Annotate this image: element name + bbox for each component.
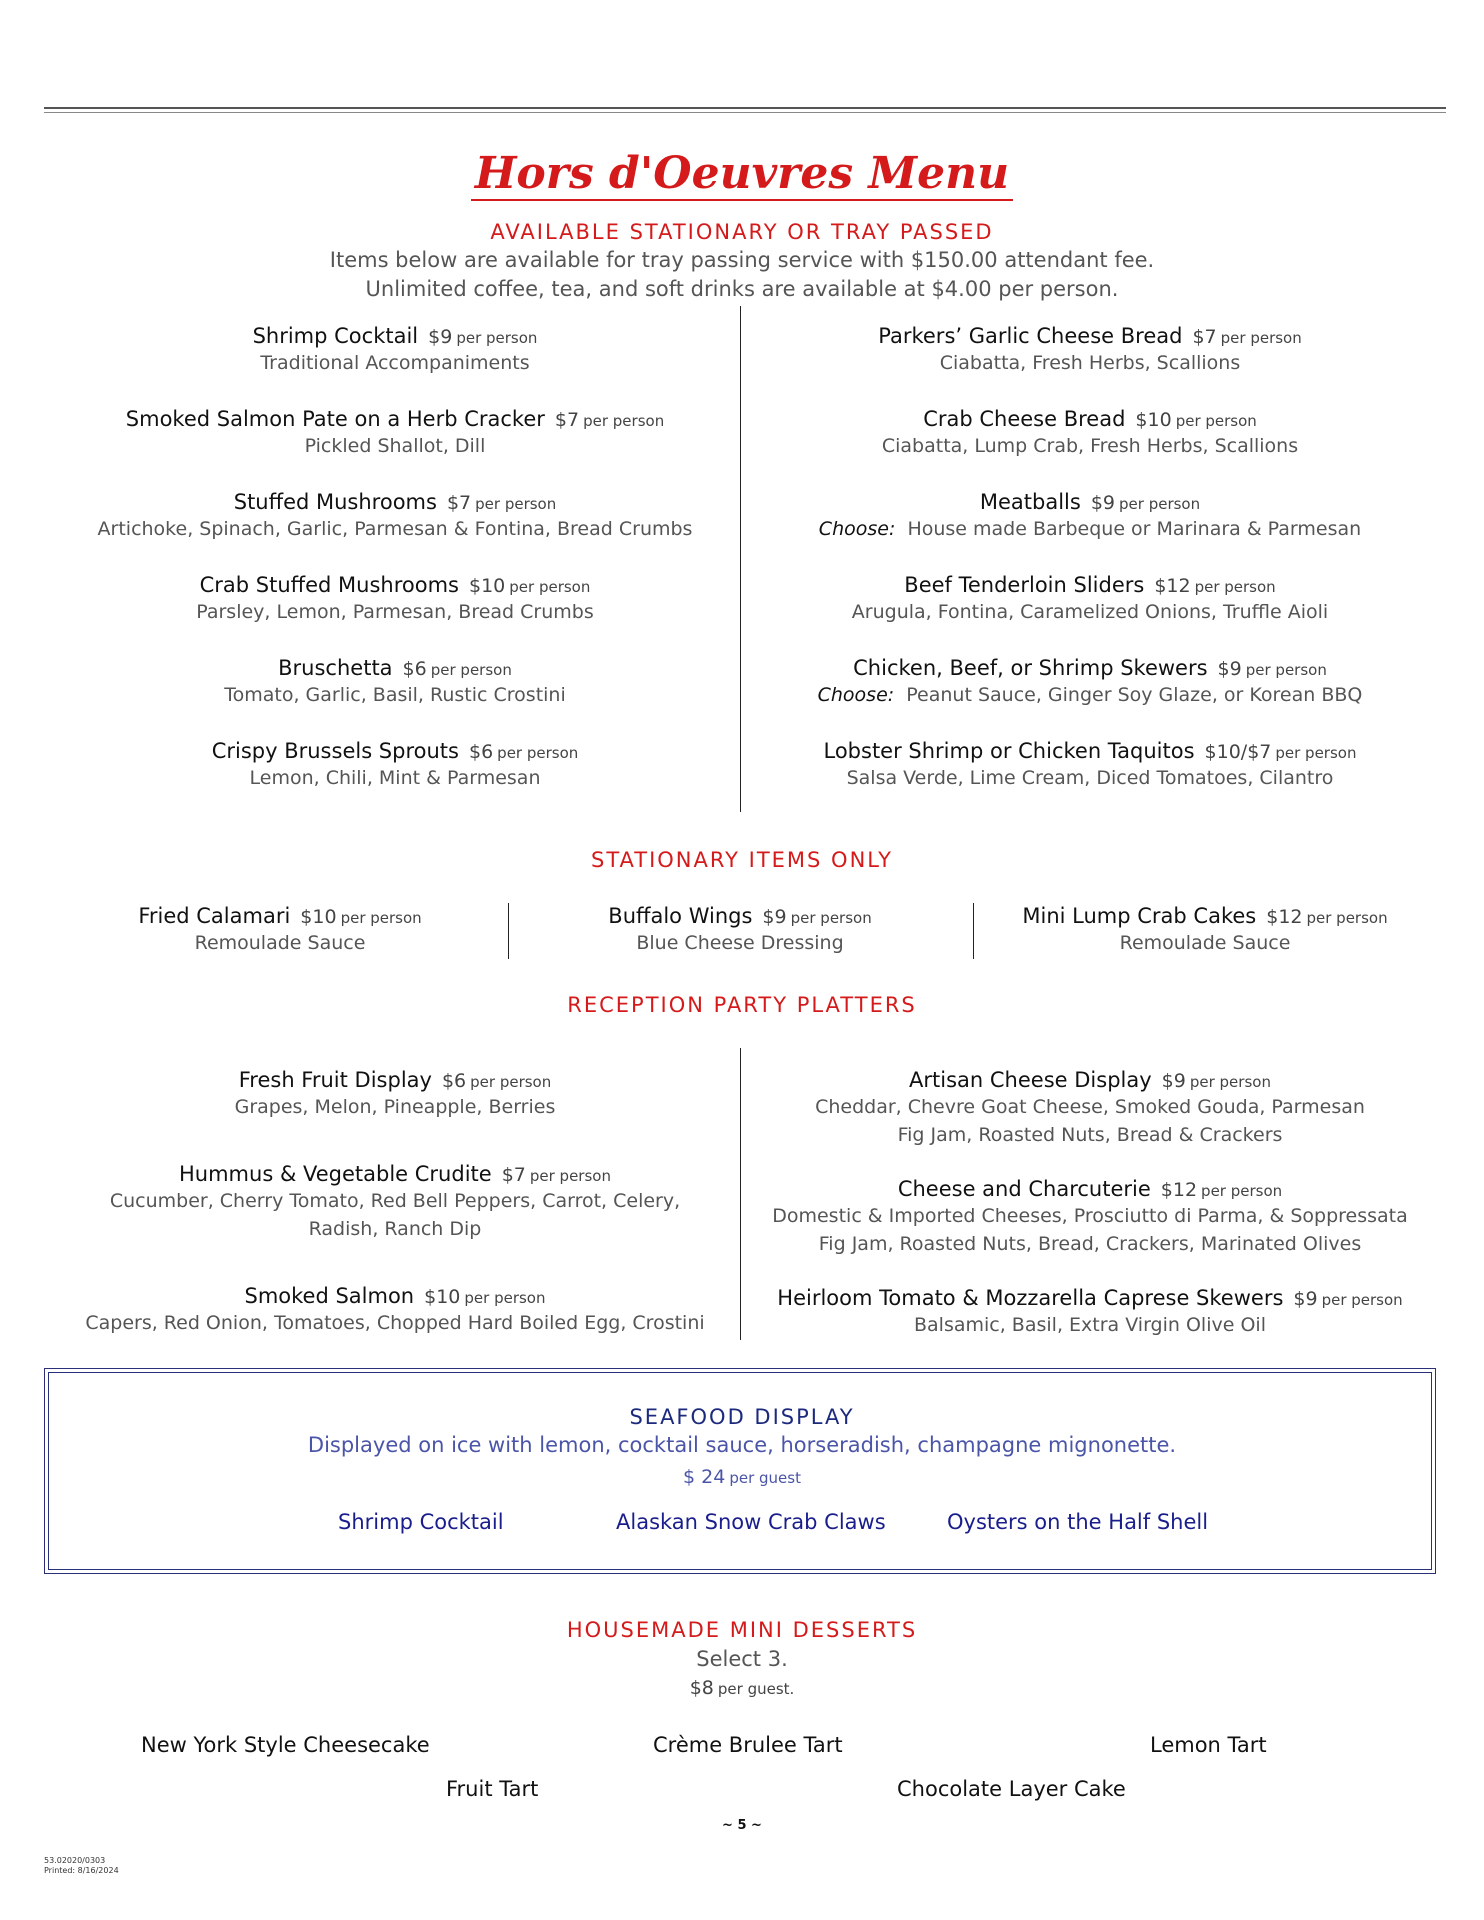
item-description: Domestic & Imported Cheeses, Prosciutto di Parma, & Soppressata	[772, 1205, 1408, 1227]
item-unit: per person	[1321, 1291, 1403, 1309]
item-name: Chicken, Beef, or Shrimp Skewers	[853, 656, 1208, 680]
item-price: $9	[1293, 1288, 1318, 1310]
item-price: $9	[1217, 658, 1242, 680]
page-title: Hors d'Oeuvres Menu	[0, 148, 1484, 199]
item-name: Parkers’ Garlic Cheese Bread	[878, 324, 1183, 348]
item-price: $12	[1154, 575, 1191, 597]
item-unit: per person	[497, 744, 579, 762]
item-unit: per person	[1194, 578, 1276, 596]
item-description: Cheddar, Chevre Goat Cheese, Smoked Gouda, Parmesan	[815, 1096, 1365, 1118]
menu-item	[60, 324, 730, 376]
item-description: Lemon, Chili, Mint & Parmesan	[249, 767, 541, 789]
item-unit: per person	[583, 412, 665, 430]
item-name: Artisan Cheese Display	[909, 1068, 1152, 1092]
footer-code: 53.02020/0303	[44, 1856, 106, 1865]
item-description: Ciabatta, Fresh Herbs, Scallions	[939, 352, 1241, 374]
item-unit: per person	[470, 1073, 552, 1091]
menu-item	[980, 904, 1430, 956]
item-name: Heirloom Tomato & Mozzarella Caprese Skewers	[777, 1286, 1284, 1310]
section-heading-stationary-only: STATIONARY ITEMS ONLY	[590, 848, 894, 872]
item-description: Remoulade Sauce	[1119, 932, 1291, 954]
choose-label: Choose:	[817, 684, 895, 706]
choice-options: Peanut Sauce, Ginger Soy Glaze, or Korean BBQ	[906, 684, 1363, 706]
menu-item	[750, 1068, 1430, 1148]
item-name: Stuffed Mushrooms	[233, 490, 437, 514]
item-description: Cucumber, Cherry Tomato, Red Bell Peppers, Carrot, Celery,	[109, 1190, 681, 1212]
dessert-unit: per guest.	[717, 1680, 795, 1698]
seafood-price-line	[0, 1466, 1484, 1488]
item-name: Hummus & Vegetable Crudite	[179, 1162, 492, 1186]
item-name: Beef Tenderloin Sliders	[904, 573, 1145, 597]
item-name: Mini Lump Crab Cakes	[1022, 904, 1257, 928]
item-unit: per person	[1275, 744, 1357, 762]
menu-item	[750, 407, 1430, 459]
menu-item	[750, 573, 1430, 625]
dessert-item: Fruit Tart	[446, 1777, 539, 1801]
item-price: $9	[762, 906, 787, 928]
item-unit: per person	[1220, 329, 1302, 347]
section-heading-desserts: HOUSEMADE MINI DESSERTS	[566, 1618, 918, 1642]
item-price: $7	[446, 492, 472, 514]
item-price: $10/$7	[1204, 741, 1272, 763]
item-price: $7	[1192, 326, 1217, 348]
menu-item	[60, 656, 730, 708]
column-divider	[508, 903, 509, 959]
item-price: $9	[1161, 1070, 1186, 1092]
item-name: Buffalo Wings	[608, 904, 753, 928]
page-number: ~ 5 ~	[722, 1818, 762, 1833]
item-unit: per person	[790, 909, 872, 927]
column-divider	[973, 903, 974, 959]
item-description: Blue Cheese Dressing	[636, 932, 844, 954]
item-name: Meatballs	[979, 490, 1081, 514]
seafood-item: Shrimp Cocktail	[338, 1510, 504, 1534]
item-price: $12	[1160, 1179, 1198, 1201]
item-description: Radish, Ranch Dip	[308, 1218, 482, 1240]
item-price: $10	[424, 1286, 461, 1308]
menu-item	[750, 1177, 1430, 1257]
item-unit: per person	[340, 909, 422, 927]
item-unit: per person	[1189, 1073, 1271, 1091]
item-description: Arugula, Fontina, Caramelized Onions, Truffle Aioli	[851, 601, 1329, 623]
item-unit: per person	[529, 1167, 611, 1185]
dessert-item: Lemon Tart	[1150, 1733, 1267, 1757]
item-unit: per person	[456, 329, 538, 347]
menu-item	[60, 1284, 730, 1336]
dessert-price: $8	[689, 1677, 714, 1699]
menu-item	[750, 490, 1430, 542]
item-name: Smoked Salmon	[244, 1284, 415, 1308]
item-unit: per person	[1175, 412, 1257, 430]
item-description: Balsamic, Basil, Extra Virgin Olive Oil	[914, 1314, 1266, 1336]
item-unit: per person	[1245, 661, 1327, 679]
seafood-note: Displayed on ice with lemon, cocktail sauce, horseradish, champagne mignonette.	[307, 1433, 1177, 1457]
menu-item	[60, 739, 730, 791]
item-price: $6	[441, 1070, 467, 1092]
menu-item	[60, 1068, 730, 1120]
item-description	[750, 516, 1430, 542]
menu-item	[750, 324, 1430, 376]
beverage-note: Unlimited coffee, tea, and soft drinks are available at $4.00 per person.	[365, 277, 1119, 301]
menu-item	[60, 904, 500, 956]
menu-item	[60, 573, 730, 625]
menu-item	[60, 1162, 730, 1242]
section-heading-stationary-or-passed: AVAILABLE STATIONARY OR TRAY PASSED	[490, 220, 994, 244]
item-description: Fig Jam, Roasted Nuts, Bread, Crackers, Marinated Olives	[818, 1233, 1362, 1255]
item-name: Crab Stuffed Mushrooms	[199, 573, 459, 597]
item-description: Remoulade Sauce	[194, 932, 366, 954]
item-description: Artichoke, Spinach, Garlic, Parmesan & Fontina, Bread Crumbs	[97, 518, 693, 540]
item-price: $9	[428, 326, 453, 348]
menu-item	[515, 904, 965, 956]
item-name: Crispy Brussels Sprouts	[211, 739, 459, 763]
menu-item	[60, 490, 730, 542]
item-name: Lobster Shrimp or Chicken Taquitos	[823, 739, 1195, 763]
menu-item	[750, 739, 1430, 791]
item-unit: per person	[475, 495, 557, 513]
item-name: Crab Cheese Bread	[923, 407, 1126, 431]
dessert-select-note: Select 3.	[696, 1647, 788, 1671]
menu-item	[750, 1286, 1430, 1338]
item-price: $12	[1266, 906, 1303, 928]
attendant-fee-note: Items below are available for tray passing service with $150.00 attendant fee.	[329, 248, 1155, 272]
item-description: Parsley, Lemon, Parmesan, Bread Crumbs	[196, 601, 594, 623]
column-divider	[740, 1048, 741, 1340]
item-price: $10	[469, 575, 506, 597]
item-name: Shrimp Cocktail	[252, 324, 419, 348]
item-name: Fried Calamari	[138, 904, 291, 928]
choose-label: Choose:	[818, 518, 896, 540]
item-price: $7	[554, 409, 580, 431]
item-price: $9	[1090, 492, 1116, 514]
item-name: Cheese and Charcuterie	[897, 1177, 1151, 1201]
item-name: Fresh Fruit Display	[238, 1068, 432, 1092]
item-price: $6	[402, 658, 427, 680]
item-name: Bruschetta	[278, 656, 393, 680]
seafood-unit: per guest	[729, 1469, 801, 1487]
item-description: Traditional Accompaniments	[260, 352, 530, 374]
item-description: Pickled Shallot, Dill	[304, 435, 486, 457]
seafood-item: Oysters on the Half Shell	[947, 1510, 1209, 1534]
top-rule	[44, 107, 1446, 113]
item-description: Salsa Verde, Lime Cream, Diced Tomatoes, Cilantro	[846, 767, 1334, 789]
item-description: Grapes, Melon, Pineapple, Berries	[234, 1096, 556, 1118]
choice-options: House made Barbeque or Marinara & Parmesan	[907, 518, 1362, 540]
item-unit: per person	[1119, 495, 1201, 513]
item-price: $10	[1135, 409, 1172, 431]
item-description: Capers, Red Onion, Tomatoes, Chopped Hard Boiled Egg, Crostini	[85, 1312, 705, 1334]
item-price: $7	[501, 1164, 526, 1186]
item-name: Smoked Salmon Pate on a Herb Cracker	[125, 407, 545, 431]
dessert-item: Crème Brulee Tart	[653, 1733, 843, 1757]
item-unit: per person	[1201, 1182, 1283, 1200]
item-description	[750, 682, 1430, 708]
dessert-price-line	[0, 1677, 1484, 1699]
seafood-item: Alaskan Snow Crab Claws	[616, 1510, 886, 1534]
item-unit: per person	[509, 578, 591, 596]
item-price: $10	[300, 906, 337, 928]
seafood-heading: SEAFOOD DISPLAY	[629, 1405, 855, 1429]
section-heading-party-platters: RECEPTION PARTY PLATTERS	[567, 993, 917, 1017]
menu-item	[750, 656, 1430, 708]
item-description: Tomato, Garlic, Basil, Rustic Crostini	[224, 684, 566, 706]
column-divider	[740, 306, 741, 812]
menu-item	[60, 407, 730, 459]
item-price: $6	[468, 741, 494, 763]
item-unit: per person	[464, 1289, 546, 1307]
dessert-item: New York Style Cheesecake	[141, 1733, 430, 1757]
item-description: Ciabatta, Lump Crab, Fresh Herbs, Scallions	[881, 435, 1299, 457]
footer-printed-date: Printed: 8/16/2024	[44, 1866, 119, 1875]
item-description: Fig Jam, Roasted Nuts, Bread & Crackers	[897, 1124, 1283, 1146]
item-unit: per person	[430, 661, 512, 679]
item-unit: per person	[1306, 909, 1388, 927]
dessert-item: Chocolate Layer Cake	[897, 1777, 1126, 1801]
seafood-price: $ 24	[683, 1466, 726, 1488]
